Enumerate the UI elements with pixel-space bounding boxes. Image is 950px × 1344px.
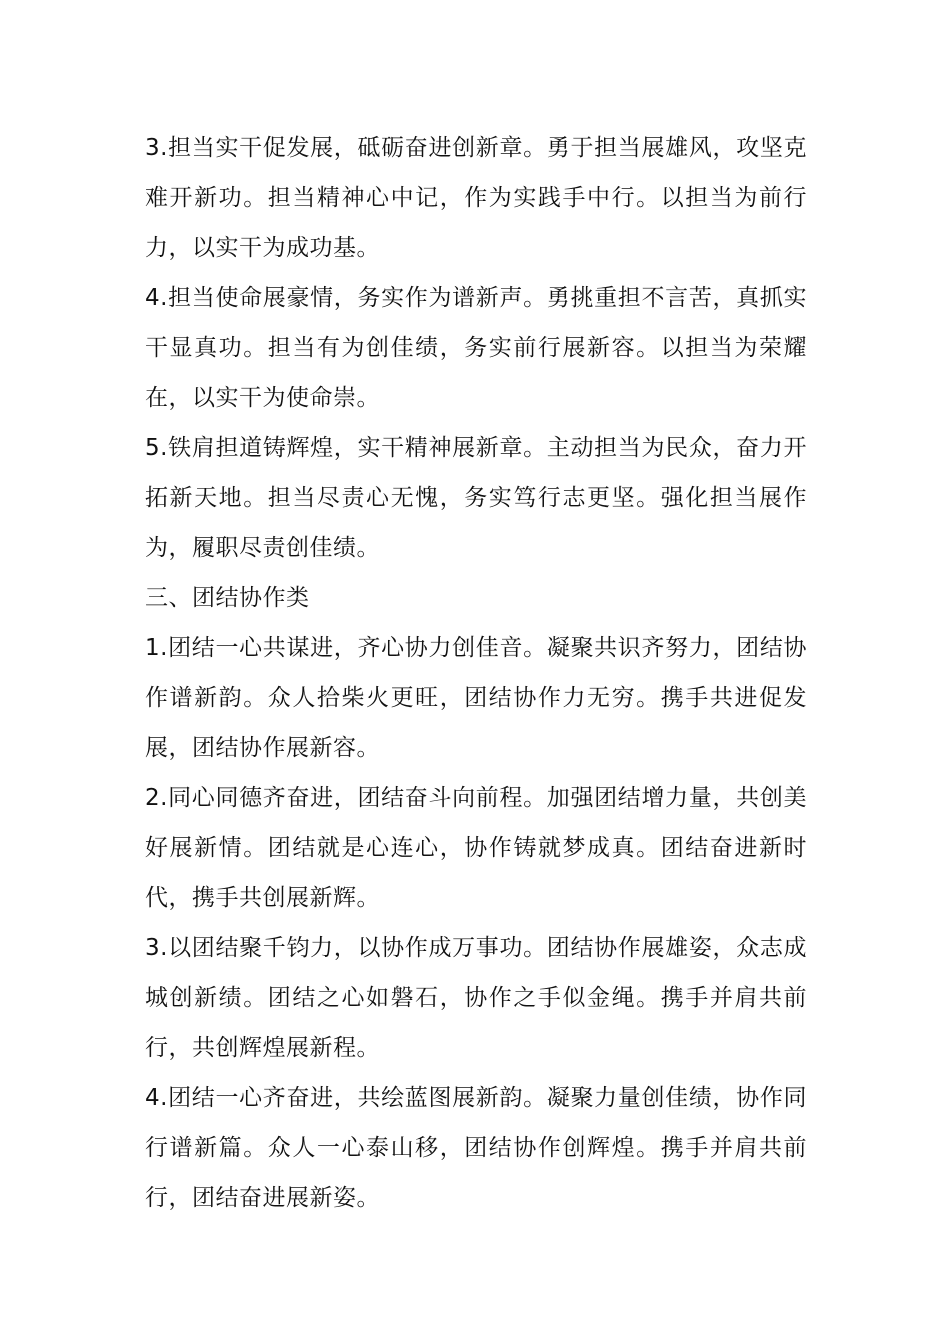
paragraph-item-2-tuanjie: 2.同心同德齐奋进，团结奋斗向前程。加强团结增力量，共创美好展新情。团结就是心连心，协作铸就梦成真。团结奋进新时代，携手共创展新辉。: [145, 785, 807, 911]
document-body: [145, 123, 807, 1223]
paragraph-item-3-tuanjie: 3.以团结聚千钧力，以协作成万事功。团结协作展雄姿，众志成城创新绩。团结之心如磐石，协作之手似金绳。携手并肩共前行，共创辉煌展新程。: [145, 935, 807, 1061]
paragraph-item-3-dandang: 3.担当实干促发展，砥砺奋进创新章。勇于担当展雄风，攻坚克难开新功。担当精神心中记，作为实践手中行。以担当为前行力，以实干为成功基。: [145, 135, 807, 261]
paragraph-item-1-tuanjie: 1.团结一心共谋进，齐心协力创佳音。凝聚共识齐努力，团结协作谱新韵。众人拾柴火更旺，团结协作力无穷。携手共进促发展，团结协作展新容。: [145, 635, 807, 761]
paragraph-item-4-tuanjie: 4.团结一心齐奋进，共绘蓝图展新韵。凝聚力量创佳绩，协作同行谱新篇。众人一心泰山移，团结协作创辉煌。携手并肩共前行，团结奋进展新姿。: [145, 1085, 807, 1211]
paragraph-item-5-dandang: 5.铁肩担道铸辉煌，实干精神展新章。主动担当为民众，奋力开拓新天地。担当尽责心无愧，务实笃行志更坚。强化担当展作为，履职尽责创佳绩。: [145, 435, 807, 561]
paragraph-item-4-dandang: 4.担当使命展豪情，务实作为谱新声。勇挑重担不言苦，真抓实干显真功。担当有为创佳绩，务实前行展新容。以担当为荣耀在，以实干为使命崇。: [145, 285, 807, 411]
section-heading-tuanjie: 三、团结协作类: [145, 585, 310, 611]
